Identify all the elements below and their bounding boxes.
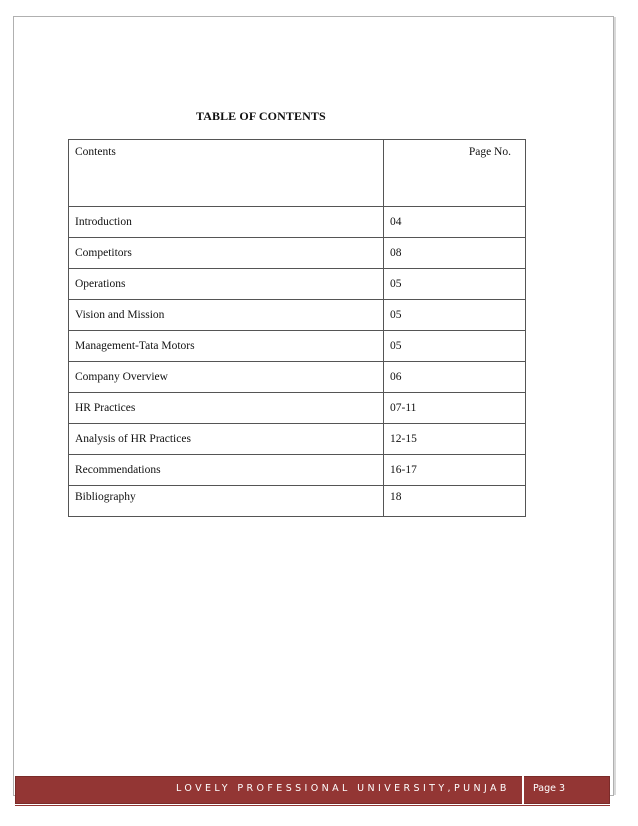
table-row — [69, 455, 526, 486]
table-row — [69, 362, 526, 393]
page-footer — [15, 776, 610, 804]
row-label: HR Practices — [69, 393, 384, 424]
table-row — [69, 269, 526, 300]
row-page: 05 — [384, 269, 526, 300]
row-page: 07-11 — [384, 393, 526, 424]
row-page: 12-15 — [384, 424, 526, 455]
row-label: Operations — [69, 269, 384, 300]
row-label: Recommendations — [69, 455, 384, 486]
row-page: 08 — [384, 238, 526, 269]
row-label: Introduction — [69, 207, 384, 238]
table-row — [69, 331, 526, 362]
table-row — [69, 393, 526, 424]
table-header-row — [69, 140, 526, 207]
table-row — [69, 300, 526, 331]
table-row — [69, 238, 526, 269]
table-row — [69, 486, 526, 517]
header-contents: Contents — [69, 140, 384, 207]
table-row — [69, 207, 526, 238]
row-page: 16-17 — [384, 455, 526, 486]
row-label: Vision and Mission — [69, 300, 384, 331]
row-label: Bibliography — [69, 486, 384, 517]
toc-table — [68, 139, 526, 517]
row-label: Company Overview — [69, 362, 384, 393]
row-label: Management-Tata Motors — [69, 331, 384, 362]
row-label: Analysis of HR Practices — [69, 424, 384, 455]
row-page: 06 — [384, 362, 526, 393]
footer-underline — [15, 805, 610, 806]
row-page: 05 — [384, 331, 526, 362]
row-page: 05 — [384, 300, 526, 331]
table-row — [69, 424, 526, 455]
row-page: 18 — [384, 486, 526, 517]
toc-title: TABLE OF CONTENTS — [196, 109, 326, 123]
footer-page-number: Page 3 — [533, 783, 566, 794]
header-page-no: Page No. — [384, 140, 526, 207]
row-page: 04 — [384, 207, 526, 238]
footer-university: LOVELY PROFESSIONAL UNIVERSITY,PUNJAB — [176, 783, 510, 794]
footer-divider — [522, 775, 524, 805]
row-label: Competitors — [69, 238, 384, 269]
